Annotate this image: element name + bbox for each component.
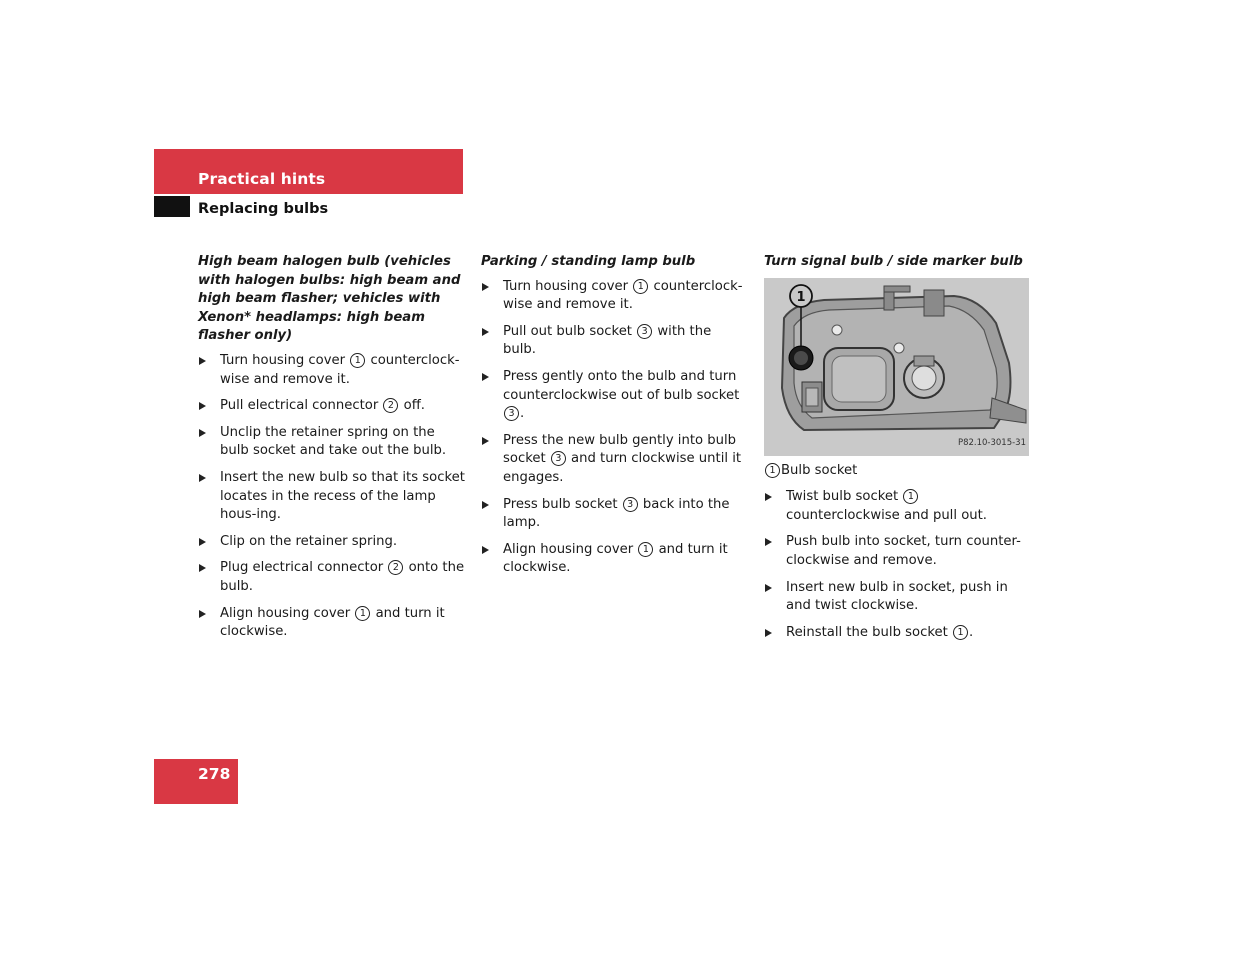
step-text: Insert the new bulb so that its socket locates in the recess of the lamp hous-ing. (220, 469, 465, 523)
column-heading: High beam halogen bulb (vehicles with halogen bulbs: high beam and high beam flasher; vehicles with Xenon* headlamps: high beam flasher only) (198, 254, 461, 344)
figure-callout: 1 (796, 289, 806, 305)
step-text: counterclock-wise and remove it. (503, 278, 743, 313)
step-arrow-icon (765, 629, 772, 637)
figure-caption (764, 462, 1034, 481)
step-arrow-icon (199, 538, 206, 546)
callout-marker: 2 (383, 398, 398, 413)
instruction-step (481, 323, 743, 360)
step-arrow-icon (765, 584, 772, 592)
step-text: with the bulb. (503, 323, 712, 358)
instruction-step (481, 278, 743, 315)
headlamp-figure (764, 278, 1029, 456)
step-arrow-icon (199, 429, 206, 437)
step-text: off. (399, 398, 425, 414)
callout-marker: 1 (633, 279, 648, 294)
step-arrow-icon (199, 357, 206, 365)
instruction-step (481, 368, 743, 424)
step-arrow-icon (199, 610, 206, 618)
callout-marker: 1 (903, 489, 918, 504)
step-text: Align housing cover (220, 605, 355, 621)
step-text: Press the new bulb gently into bulb socket (503, 432, 737, 467)
step-text: Press bulb socket (503, 496, 622, 512)
step-text: . (968, 624, 974, 640)
step-arrow-icon (482, 437, 489, 445)
step-text: Unclip the retainer spring on the bulb socket and take out the bulb. (220, 424, 447, 459)
step-text: Turn housing cover (503, 278, 633, 294)
instruction-step (198, 533, 466, 552)
step-text: . (520, 406, 525, 422)
step-arrow-icon (199, 564, 206, 572)
instruction-step (198, 424, 466, 461)
step-text: Plug electrical connector (220, 560, 388, 576)
callout-marker: 1 (765, 463, 780, 478)
step-list (481, 278, 743, 578)
instruction-step (481, 496, 743, 533)
step-text: Pull out bulb socket (503, 323, 637, 339)
instruction-step (764, 533, 1034, 570)
callout-marker: 3 (637, 324, 652, 339)
section-title: Practical hints (198, 170, 326, 188)
step-text: Twist bulb socket (786, 489, 903, 505)
step-text: back into the lamp. (503, 496, 730, 531)
step-arrow-icon (482, 373, 489, 381)
callout-marker: 3 (504, 406, 519, 421)
instruction-step (198, 559, 466, 596)
column-heading: Parking / standing lamp bulb (481, 254, 696, 269)
instruction-step (198, 397, 466, 416)
step-text: Reinstall the bulb socket (786, 624, 952, 640)
step-list (764, 488, 1034, 642)
instruction-step (764, 488, 1034, 525)
figure-code: P82.10-3015-31 (957, 438, 1026, 448)
step-text: and turn it clockwise. (220, 605, 445, 640)
step-arrow-icon (765, 538, 772, 546)
step-arrow-icon (482, 283, 489, 291)
callout-marker: 3 (623, 497, 638, 512)
step-arrow-icon (482, 328, 489, 336)
step-text: counterclockwise and pull out. (786, 507, 987, 523)
step-text: Align housing cover (503, 541, 638, 557)
step-text: and turn clockwise until it engages. (503, 451, 742, 485)
headlamp-illustration (764, 278, 1029, 456)
column-heading: Turn signal bulb / side marker bulb (764, 254, 1023, 269)
callout-marker: 1 (350, 353, 365, 368)
callout-marker: 2 (388, 560, 403, 575)
step-text: Pull electrical connector (220, 398, 383, 414)
step-arrow-icon (482, 501, 489, 509)
instruction-step (481, 541, 743, 578)
instruction-step (764, 624, 1034, 643)
step-text: Insert new bulb in socket, push in and twist clockwise. (786, 579, 1008, 614)
step-text: Turn housing cover (220, 352, 350, 368)
step-text: Push bulb into socket, turn counter-clockwise and remove. (786, 534, 1021, 568)
subsection-marker (154, 196, 190, 217)
page-number: 278 (198, 765, 231, 783)
step-list (198, 352, 466, 642)
step-text: counterclock-wise and remove it. (220, 352, 460, 387)
callout-marker: 1 (638, 542, 653, 557)
instruction-step (764, 579, 1034, 616)
instruction-step (198, 605, 466, 642)
caption-text: Bulb socket (781, 462, 858, 478)
step-arrow-icon (482, 546, 489, 554)
step-text: Press gently onto the bulb and turn counterclockwise out of bulb socket (503, 368, 740, 403)
instruction-step (198, 469, 466, 525)
column-parking-lamp (481, 253, 743, 586)
callout-marker: 1 (355, 606, 370, 621)
column-high-beam (198, 253, 466, 650)
step-arrow-icon (199, 402, 206, 410)
column-turn-signal (764, 253, 1034, 650)
step-text: and turn it clockwise. (503, 541, 728, 576)
instruction-step (198, 352, 466, 389)
instruction-step (481, 432, 743, 488)
step-arrow-icon (765, 493, 772, 501)
callout-marker: 1 (953, 625, 968, 640)
step-text: onto the bulb. (220, 560, 465, 594)
callout-marker: 3 (551, 451, 566, 466)
subsection-title: Replacing bulbs (198, 201, 329, 217)
step-arrow-icon (199, 474, 206, 482)
step-text: Clip on the retainer spring. (220, 533, 398, 549)
